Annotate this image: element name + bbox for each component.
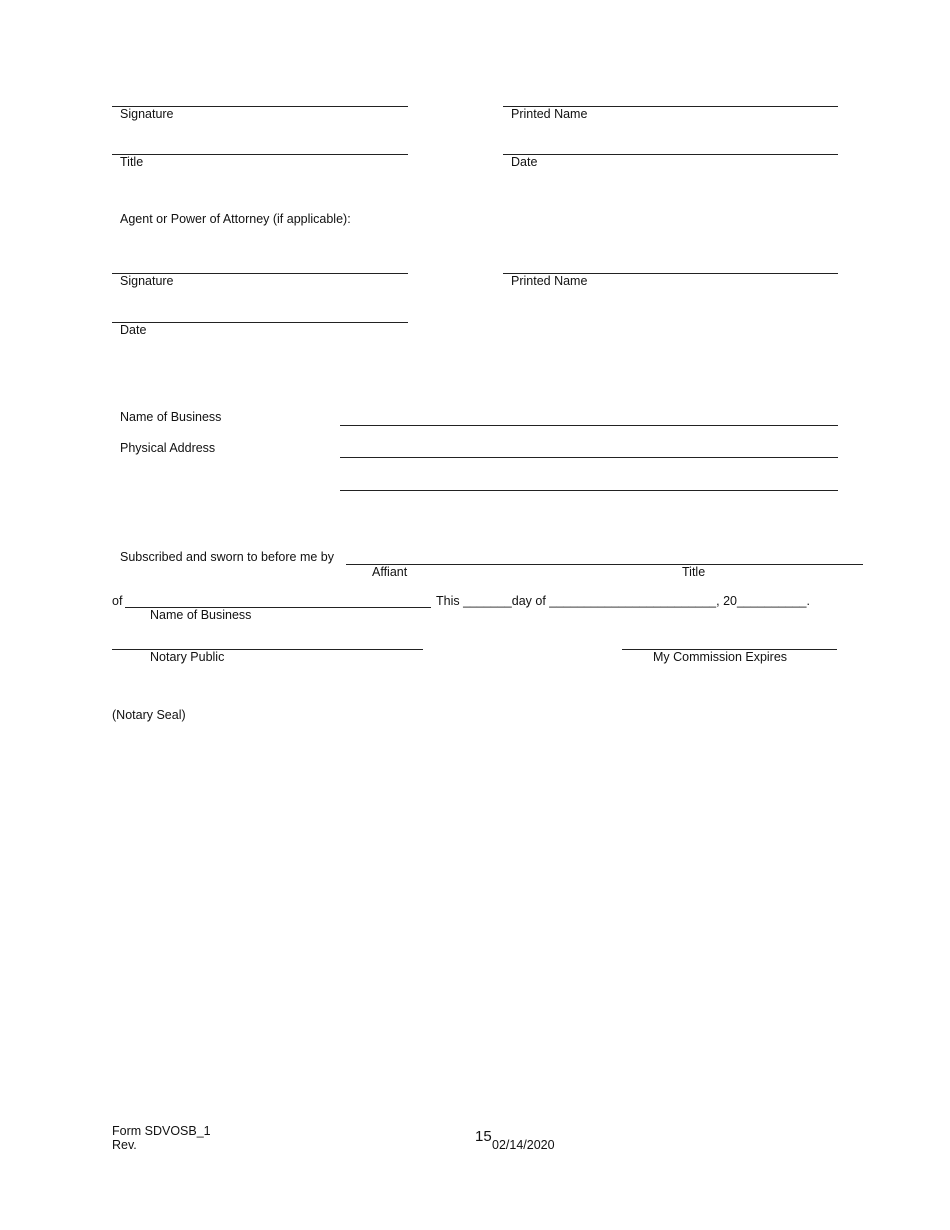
owner-printed-name-label: Printed Name	[511, 107, 588, 121]
agent-date-line[interactable]	[112, 322, 408, 323]
affiant-label: Affiant	[372, 565, 408, 579]
notary-seal-text: (Notary Seal)	[112, 708, 186, 722]
business-name-line[interactable]	[340, 425, 838, 426]
agent-printed-name-label: Printed Name	[511, 274, 588, 288]
footer-rev-label: Rev.	[112, 1138, 137, 1152]
owner-signature-label: Signature	[120, 107, 174, 121]
owner-title-label: Title	[120, 155, 144, 169]
agent-heading: Agent or Power of Attorney (if applicable):	[120, 212, 351, 226]
footer-page-number: 15	[475, 1128, 492, 1145]
physical-address-label: Physical Address	[120, 441, 216, 455]
agent-date-label: Date	[120, 323, 147, 337]
notary-public-label: Notary Public	[150, 650, 225, 664]
notary-business-label: Name of Business	[150, 608, 252, 622]
of-text: of	[112, 594, 123, 608]
owner-title-line[interactable]	[112, 154, 408, 155]
affiant-title-label: Title	[682, 565, 706, 579]
day-date-text: This _______day of ________________________, 20__________.	[436, 594, 810, 608]
physical-address-line-2[interactable]	[340, 490, 838, 491]
affiant-title-line[interactable]	[346, 564, 863, 565]
footer-rev-date: 02/14/2020	[492, 1138, 555, 1152]
sworn-text: Subscribed and sworn to before me by	[120, 550, 335, 564]
owner-date-label: Date	[511, 155, 538, 169]
physical-address-line-1[interactable]	[340, 457, 838, 458]
footer-form-name: Form SDVOSB_1	[112, 1124, 211, 1138]
commission-expires-label: My Commission Expires	[653, 650, 788, 664]
business-name-label: Name of Business	[120, 410, 222, 424]
owner-date-line[interactable]	[503, 154, 838, 155]
agent-signature-label: Signature	[120, 274, 174, 288]
